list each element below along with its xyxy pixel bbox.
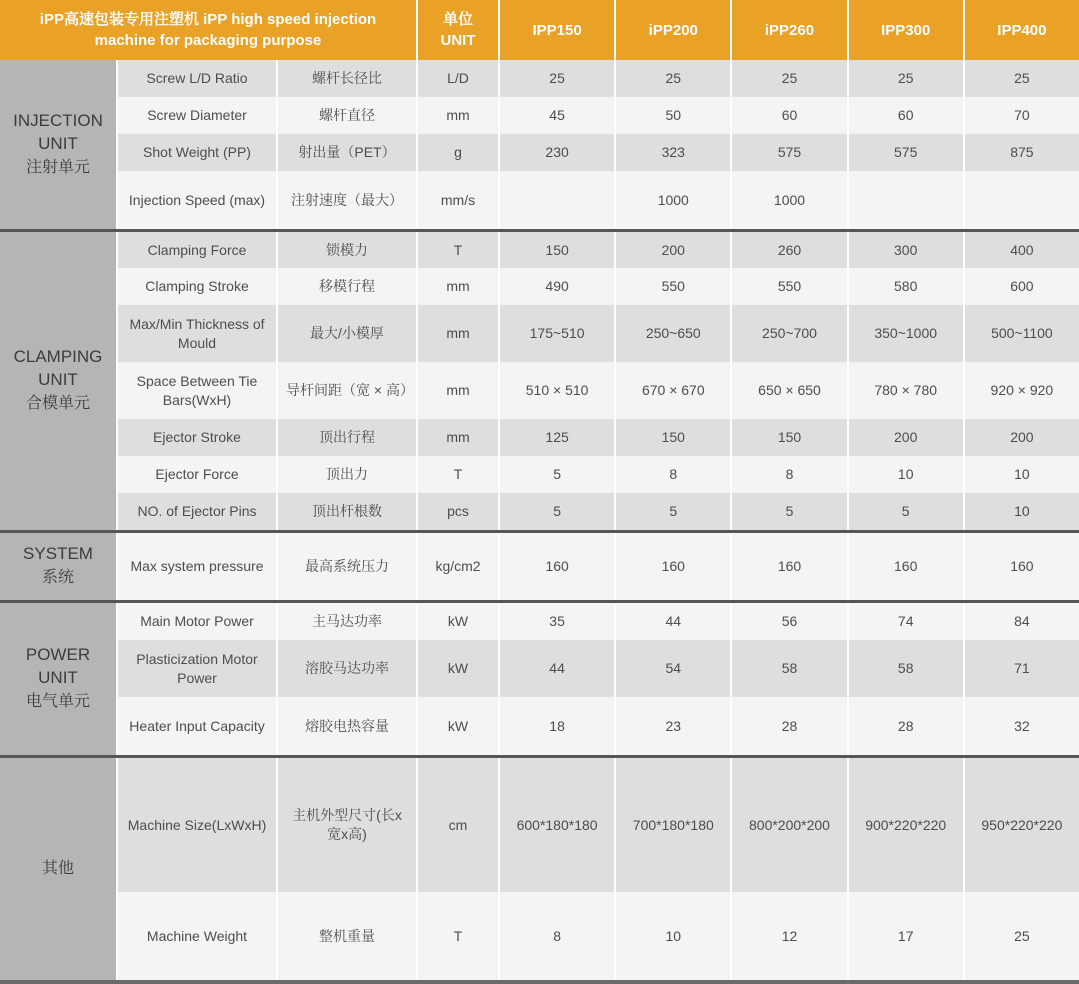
spec-value-ipp200: 670 × 670 bbox=[616, 362, 730, 419]
spec-value-ipp150: 490 bbox=[500, 268, 614, 305]
spec-label-en: Plasticization Motor Power bbox=[118, 640, 276, 697]
spec-value-ipp260: 650 × 650 bbox=[732, 362, 846, 419]
spec-value-ipp400: 875 bbox=[965, 134, 1079, 171]
section-rows bbox=[118, 60, 1079, 229]
section-injection-unit bbox=[0, 60, 1079, 229]
spec-value-ipp400: 10 bbox=[965, 456, 1079, 493]
model-header-ipp260: iPP260 bbox=[732, 0, 846, 60]
spec-value-ipp150 bbox=[500, 171, 614, 229]
spec-label-zh: 最大/小模厚 bbox=[278, 305, 416, 362]
table-title: iPP高速包装专用注塑机 iPP high speed injection machine for packaging purpose bbox=[0, 0, 416, 60]
spec-value-ipp200: 1000 bbox=[616, 171, 730, 229]
spec-value-ipp260: 1000 bbox=[732, 171, 846, 229]
spec-value-ipp400: 71 bbox=[965, 640, 1079, 697]
spec-label-en: Injection Speed (max) bbox=[118, 171, 276, 229]
spec-value-ipp200: 250~650 bbox=[616, 305, 730, 362]
table-row-tie-bar-space bbox=[118, 362, 1079, 419]
unit-column-header bbox=[418, 0, 498, 60]
spec-label-en: Max system pressure bbox=[118, 533, 276, 600]
spec-value-ipp260: 25 bbox=[732, 60, 846, 97]
spec-value-ipp200: 200 bbox=[616, 232, 730, 268]
spec-value-ipp150: 5 bbox=[500, 456, 614, 493]
spec-label-zh: 注射速度（最大） bbox=[278, 171, 416, 229]
spec-value-ipp300: 5 bbox=[849, 493, 963, 530]
spec-label-zh: 顶出力 bbox=[278, 456, 416, 493]
spec-value-ipp400: 950*220*220 bbox=[965, 758, 1079, 892]
spec-value-ipp400: 25 bbox=[965, 892, 1079, 980]
model-header-ipp300: IPP300 bbox=[849, 0, 963, 60]
spec-value-ipp300: 160 bbox=[849, 533, 963, 600]
spec-unit: pcs bbox=[418, 493, 498, 530]
spec-label-zh: 移模行程 bbox=[278, 268, 416, 305]
spec-label-en: Screw Diameter bbox=[118, 97, 276, 134]
table-row-ejector-pins bbox=[118, 493, 1079, 530]
table-row-ejector-stroke bbox=[118, 419, 1079, 456]
spec-unit: mm bbox=[418, 305, 498, 362]
spec-unit: mm/s bbox=[418, 171, 498, 229]
table-row-heater-input-capacity bbox=[118, 697, 1079, 755]
spec-value-ipp200: 8 bbox=[616, 456, 730, 493]
spec-value-ipp200: 25 bbox=[616, 60, 730, 97]
spec-value-ipp300: 200 bbox=[849, 419, 963, 456]
table-row-machine-weight bbox=[118, 892, 1079, 980]
group-label-en: POWER UNIT bbox=[25, 645, 91, 688]
spec-label-en: Ejector Force bbox=[118, 456, 276, 493]
spec-label-zh: 顶出行程 bbox=[278, 419, 416, 456]
spec-label-zh: 主机外型尺寸(长x宽x高) bbox=[278, 758, 416, 892]
group-label-en: SYSTEM bbox=[23, 544, 93, 564]
table-row-screw-ld-ratio bbox=[118, 60, 1079, 97]
spec-value-ipp400: 70 bbox=[965, 97, 1079, 134]
group-label-system bbox=[0, 533, 116, 600]
spec-value-ipp300: 580 bbox=[849, 268, 963, 305]
spec-unit: L/D bbox=[418, 60, 498, 97]
spec-value-ipp150: 125 bbox=[500, 419, 614, 456]
spec-value-ipp150: 35 bbox=[500, 603, 614, 640]
spec-label-en: Screw L/D Ratio bbox=[118, 60, 276, 97]
table-row-clamping-force bbox=[118, 232, 1079, 268]
spec-unit: kW bbox=[418, 697, 498, 755]
table-row-plasticization-motor-power bbox=[118, 640, 1079, 697]
spec-value-ipp150: 8 bbox=[500, 892, 614, 980]
spec-value-ipp260: 60 bbox=[732, 97, 846, 134]
section-rows bbox=[118, 758, 1079, 980]
spec-value-ipp300: 780 × 780 bbox=[849, 362, 963, 419]
spec-value-ipp260: 58 bbox=[732, 640, 846, 697]
spec-label-en: Max/Min Thickness of Mould bbox=[118, 305, 276, 362]
spec-value-ipp260: 150 bbox=[732, 419, 846, 456]
spec-value-ipp400: 200 bbox=[965, 419, 1079, 456]
spec-label-zh: 导杆间距（宽 × 高） bbox=[278, 362, 416, 419]
spec-value-ipp150: 230 bbox=[500, 134, 614, 171]
spec-label-en: Clamping Stroke bbox=[118, 268, 276, 305]
spec-value-ipp400: 920 × 920 bbox=[965, 362, 1079, 419]
spec-value-ipp400: 32 bbox=[965, 697, 1079, 755]
spec-label-en: NO. of Ejector Pins bbox=[118, 493, 276, 530]
group-label-other bbox=[0, 758, 116, 980]
table-row-mould-thickness bbox=[118, 305, 1079, 362]
spec-unit: kg/cm2 bbox=[418, 533, 498, 600]
spec-label-en: Ejector Stroke bbox=[118, 419, 276, 456]
spec-unit: T bbox=[418, 456, 498, 493]
section-rows bbox=[118, 232, 1079, 530]
table-row-machine-size bbox=[118, 758, 1079, 892]
spec-value-ipp400: 84 bbox=[965, 603, 1079, 640]
spec-label-zh: 顶出杆根数 bbox=[278, 493, 416, 530]
spec-value-ipp300: 300 bbox=[849, 232, 963, 268]
spec-value-ipp200: 10 bbox=[616, 892, 730, 980]
spec-value-ipp400: 160 bbox=[965, 533, 1079, 600]
group-label-zh: 系统 bbox=[41, 569, 74, 587]
table-row-ejector-force bbox=[118, 456, 1079, 493]
group-label-zh: 合模单元 bbox=[25, 395, 90, 413]
table-row-injection-speed bbox=[118, 171, 1079, 229]
table-row-shot-weight bbox=[118, 134, 1079, 171]
spec-value-ipp150: 600*180*180 bbox=[500, 758, 614, 892]
spec-value-ipp200: 44 bbox=[616, 603, 730, 640]
spec-label-zh: 螺杆直径 bbox=[278, 97, 416, 134]
spec-value-ipp300: 575 bbox=[849, 134, 963, 171]
table-bottom-border bbox=[0, 980, 1079, 984]
group-label-clamping-unit bbox=[0, 232, 116, 530]
spec-value-ipp400: 500~1100 bbox=[965, 305, 1079, 362]
section-rows bbox=[118, 533, 1079, 600]
spec-value-ipp150: 45 bbox=[500, 97, 614, 134]
spec-value-ipp300: 28 bbox=[849, 697, 963, 755]
table-row-clamping-stroke bbox=[118, 268, 1079, 305]
spec-label-zh: 整机重量 bbox=[278, 892, 416, 980]
spec-value-ipp300: 10 bbox=[849, 456, 963, 493]
spec-value-ipp150: 18 bbox=[500, 697, 614, 755]
spec-unit: kW bbox=[418, 640, 498, 697]
section-rows bbox=[118, 603, 1079, 755]
table-header bbox=[0, 0, 1079, 60]
spec-unit: kW bbox=[418, 603, 498, 640]
spec-label-zh: 主马达功率 bbox=[278, 603, 416, 640]
group-label-zh: 电气单元 bbox=[25, 693, 90, 711]
unit-header-zh: 单位 bbox=[442, 11, 473, 28]
spec-value-ipp300: 58 bbox=[849, 640, 963, 697]
spec-value-ipp150: 160 bbox=[500, 533, 614, 600]
spec-value-ipp150: 44 bbox=[500, 640, 614, 697]
group-label-zh: 注射单元 bbox=[25, 158, 90, 176]
section-clamping-unit bbox=[0, 232, 1079, 530]
spec-value-ipp150: 25 bbox=[500, 60, 614, 97]
spec-value-ipp260: 160 bbox=[732, 533, 846, 600]
spec-label-zh: 溶胶马达功率 bbox=[278, 640, 416, 697]
group-label-zh: 其他 bbox=[41, 860, 74, 878]
spec-value-ipp300 bbox=[849, 171, 963, 229]
spec-value-ipp200: 700*180*180 bbox=[616, 758, 730, 892]
section-power-unit bbox=[0, 603, 1079, 755]
spec-label-zh: 锁模力 bbox=[278, 232, 416, 268]
spec-value-ipp300: 17 bbox=[849, 892, 963, 980]
spec-value-ipp260: 800*200*200 bbox=[732, 758, 846, 892]
spec-value-ipp300: 60 bbox=[849, 97, 963, 134]
spec-value-ipp200: 5 bbox=[616, 493, 730, 530]
spec-value-ipp260: 550 bbox=[732, 268, 846, 305]
group-label-en: CLAMPING UNIT bbox=[13, 347, 103, 390]
spec-value-ipp400: 10 bbox=[965, 493, 1079, 530]
spec-unit: mm bbox=[418, 419, 498, 456]
group-label-injection-unit bbox=[0, 60, 116, 229]
spec-value-ipp200: 150 bbox=[616, 419, 730, 456]
section-other bbox=[0, 758, 1079, 980]
spec-value-ipp260: 56 bbox=[732, 603, 846, 640]
spec-value-ipp400: 400 bbox=[965, 232, 1079, 268]
spec-value-ipp260: 260 bbox=[732, 232, 846, 268]
spec-value-ipp150: 175~510 bbox=[500, 305, 614, 362]
spec-label-en: Space Between Tie Bars(WxH) bbox=[118, 362, 276, 419]
spec-unit: T bbox=[418, 892, 498, 980]
spec-label-en: Heater Input Capacity bbox=[118, 697, 276, 755]
spec-unit: mm bbox=[418, 268, 498, 305]
group-label-power-unit bbox=[0, 603, 116, 755]
spec-value-ipp200: 23 bbox=[616, 697, 730, 755]
spec-label-zh: 螺杆长径比 bbox=[278, 60, 416, 97]
spec-label-zh: 熔胶电热容量 bbox=[278, 697, 416, 755]
spec-value-ipp200: 54 bbox=[616, 640, 730, 697]
table-row-screw-diameter bbox=[118, 97, 1079, 134]
spec-value-ipp150: 510 × 510 bbox=[500, 362, 614, 419]
spec-value-ipp400: 600 bbox=[965, 268, 1079, 305]
spec-value-ipp300: 74 bbox=[849, 603, 963, 640]
spec-value-ipp400 bbox=[965, 171, 1079, 229]
spec-value-ipp300: 900*220*220 bbox=[849, 758, 963, 892]
spec-unit: mm bbox=[418, 97, 498, 134]
section-system bbox=[0, 533, 1079, 600]
spec-value-ipp400: 25 bbox=[965, 60, 1079, 97]
spec-value-ipp150: 5 bbox=[500, 493, 614, 530]
spec-label-en: Clamping Force bbox=[118, 232, 276, 268]
spec-value-ipp200: 160 bbox=[616, 533, 730, 600]
spec-value-ipp150: 150 bbox=[500, 232, 614, 268]
spec-value-ipp260: 5 bbox=[732, 493, 846, 530]
model-header-ipp400: IPP400 bbox=[965, 0, 1079, 60]
spec-unit: g bbox=[418, 134, 498, 171]
spec-label-en: Shot Weight (PP) bbox=[118, 134, 276, 171]
group-label-en: INJECTION UNIT bbox=[13, 110, 103, 153]
spec-value-ipp260: 28 bbox=[732, 697, 846, 755]
spec-value-ipp260: 12 bbox=[732, 892, 846, 980]
spec-unit: cm bbox=[418, 758, 498, 892]
spec-value-ipp200: 50 bbox=[616, 97, 730, 134]
spec-value-ipp260: 8 bbox=[732, 456, 846, 493]
model-header-ipp200: iPP200 bbox=[616, 0, 730, 60]
model-header-ipp150: IPP150 bbox=[500, 0, 614, 60]
spec-label-en: Machine Size(LxWxH) bbox=[118, 758, 276, 892]
spec-unit: T bbox=[418, 232, 498, 268]
spec-label-en: Machine Weight bbox=[118, 892, 276, 980]
spec-value-ipp260: 575 bbox=[732, 134, 846, 171]
table-row-max-system-pressure bbox=[118, 533, 1079, 600]
spec-value-ipp300: 25 bbox=[849, 60, 963, 97]
spec-label-en: Main Motor Power bbox=[118, 603, 276, 640]
spec-value-ipp200: 323 bbox=[616, 134, 730, 171]
spec-value-ipp300: 350~1000 bbox=[849, 305, 963, 362]
spec-value-ipp200: 550 bbox=[616, 268, 730, 305]
spec-value-ipp260: 250~700 bbox=[732, 305, 846, 362]
spec-label-zh: 射出量（PET） bbox=[278, 134, 416, 171]
table-row-main-motor-power bbox=[118, 603, 1079, 640]
spec-unit: mm bbox=[418, 362, 498, 419]
unit-header-en: UNIT bbox=[440, 32, 476, 49]
spec-label-zh: 最高系统压力 bbox=[278, 533, 416, 600]
